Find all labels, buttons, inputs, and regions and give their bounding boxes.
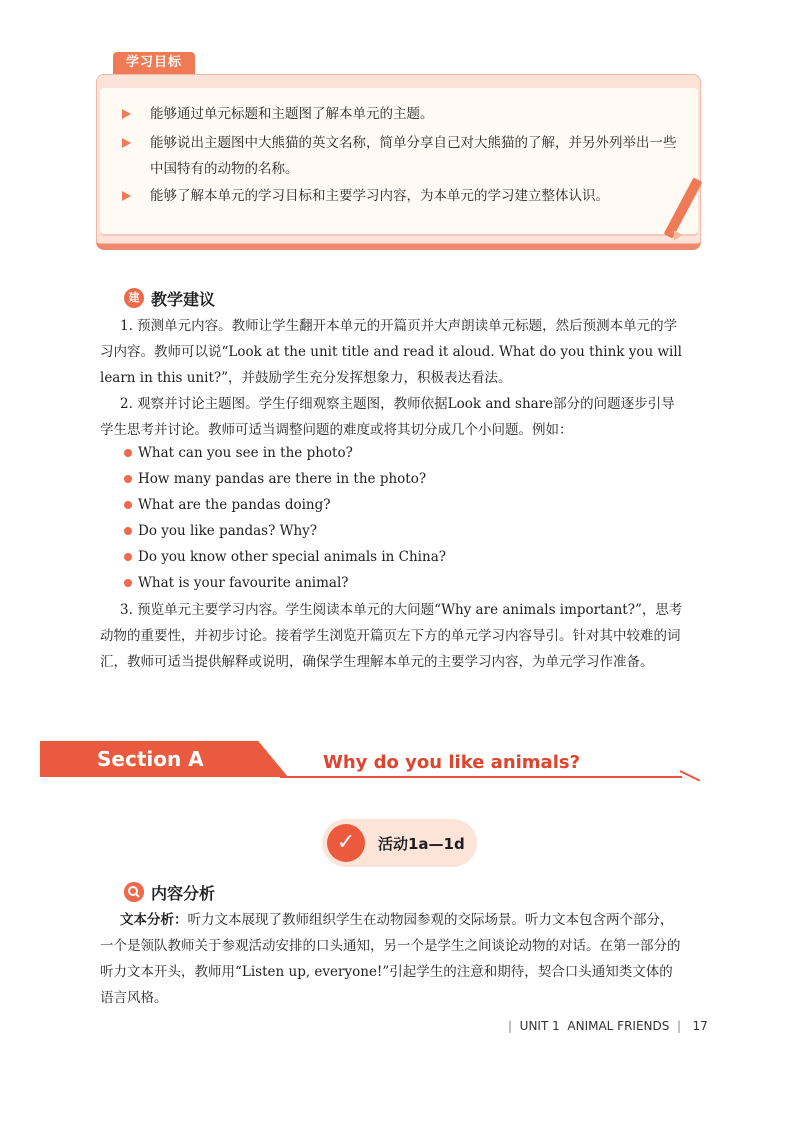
- search-icon: [124, 882, 144, 902]
- page-number: 17: [692, 1019, 708, 1033]
- triangle-bullet-icon: [122, 109, 131, 119]
- section-title: Why do you like animals?: [323, 752, 581, 773]
- footer-separator: |: [669, 1019, 693, 1033]
- activity-label: 活动1a—1d: [378, 835, 465, 853]
- suggestion-icon: 建: [124, 288, 144, 308]
- dot-bullet-icon: [124, 449, 132, 457]
- triangle-bullet-icon: [122, 191, 131, 201]
- question-text: What are the pandas doing?: [138, 497, 331, 513]
- learning-goals-tab: 学习目标: [113, 52, 195, 74]
- footer-title: ANIMAL FRIENDS: [567, 1019, 670, 1033]
- analysis-text: 听力文本展现了教师组织学生在动物园参观的交际场景。听力文本包含两个部分，一个是领队教师关于参观活动安排的口头通知，另一个是学生之间谈论动物的对话。在第一部分的听力文本开头，教师用“Listen up, everyone!”引起学生的注意和期待，契合口头通知类文体的语言风格。: [100, 912, 681, 1006]
- question-text: Do you like pandas? Why?: [138, 523, 318, 539]
- analysis-lead: 文本分析：: [120, 912, 188, 928]
- check-icon: ✓: [327, 824, 365, 862]
- question-text: How many pandas are there in the photo?: [138, 471, 427, 487]
- dot-bullet-icon: [124, 475, 132, 483]
- triangle-bullet-icon: [122, 138, 131, 148]
- teaching-paragraph-2: 2. 观察并讨论主题图。学生仔细观察主题图，教师依据Look and share部分的问题逐步引导学生思考并讨论。教师可适当调整问题的难度或将其切分成几个小问题。例如：: [100, 396, 675, 438]
- footer-unit: UNIT 1: [519, 1019, 560, 1033]
- dot-bullet-icon: [124, 501, 132, 509]
- goal-text: 能够了解本单元的学习目标和主要学习内容，为本单元的学习建立整体认识。: [150, 188, 609, 204]
- section-underline: [280, 776, 682, 778]
- question-text: Do you know other special animals in China?: [138, 549, 446, 565]
- section-label: Section A: [97, 747, 204, 771]
- dot-bullet-icon: [124, 553, 132, 561]
- question-text: What is your favourite animal?: [138, 575, 349, 591]
- section-underline-tip: [680, 770, 701, 781]
- teaching-paragraph-3: 3. 预览单元主要学习内容。学生阅读本单元的大问题“Why are animals important?”，思考动物的重要性，并初步讨论。接着学生浏览开篇页左下方的单元学习内容导引。针对其中较难的词汇，教师可适当提供解释或说明，确保学生理解本单元的主要学习内容，为单元学习作准备。: [100, 602, 683, 670]
- footer-separator: |: [508, 1019, 520, 1033]
- magnifier-icon: [124, 882, 144, 902]
- page-footer: [508, 1019, 708, 1033]
- teaching-heading: 教学建议: [151, 290, 216, 309]
- goal-text: 能够通过单元标题和主题图了解本单元的主题。: [150, 106, 434, 122]
- goal-text: 能够说出主题图中大熊猫的英文名称，简单分享自己对大熊猫的了解，并另外列举出一些中国特有的动物的名称。: [150, 135, 677, 177]
- teaching-paragraph-1: 1. 预测单元内容。教师让学生翻开本单元的开篇页并大声朗读单元标题，然后预测本单元的学习内容。教师可以说“Look at the unit title and read it aloud. What do you think you will learn in this unit?”，并鼓励学生充分发挥想象力，积极表达看法。: [100, 318, 682, 386]
- dot-bullet-icon: [124, 579, 132, 587]
- analysis-paragraph: [100, 907, 685, 1011]
- analysis-heading: 内容分析: [151, 884, 216, 903]
- dot-bullet-icon: [124, 527, 132, 535]
- question-text: What can you see in the photo?: [138, 445, 353, 461]
